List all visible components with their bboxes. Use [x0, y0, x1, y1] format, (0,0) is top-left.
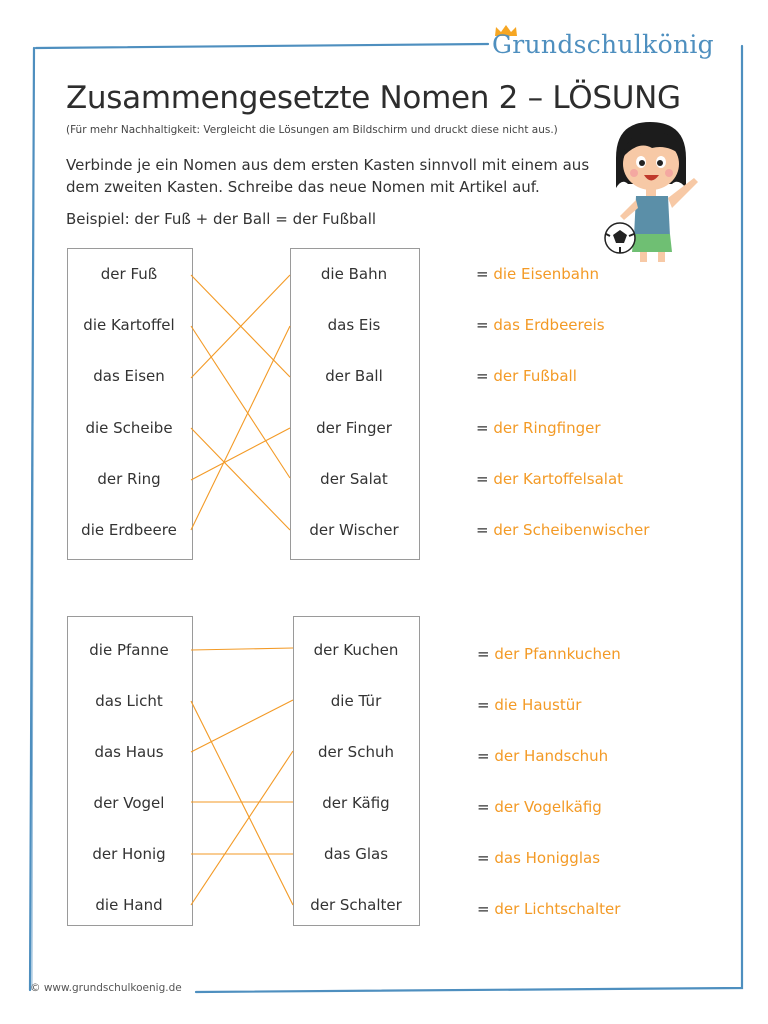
brand-logo: Grundschulkönig [492, 30, 714, 59]
ex1-left-word-5: die Erdbeere [81, 521, 177, 539]
ex2-left-word-1: das Licht [95, 692, 163, 710]
line-ring-finger [191, 428, 290, 480]
ex1-right-word-5: der Wischer [309, 521, 399, 539]
equals-sign: = [477, 900, 490, 918]
solution-word: der Pfannkuchen [494, 645, 621, 663]
ex1-left-word-1: die Kartoffel [83, 316, 175, 335]
solution-word: die Eisenbahn [493, 265, 599, 283]
solution-word: das Honigglas [494, 849, 601, 867]
ex2-left-word-3: der Vogel [93, 794, 165, 812]
ex1-right-word-3: der Finger [316, 418, 392, 437]
solution-word: das Erdbeereis [493, 316, 605, 335]
line-scheibe-wischer [191, 428, 290, 530]
equals-sign: = [477, 849, 490, 867]
ex1-left-word-3: die Scheibe [85, 418, 173, 437]
ex2-right-word-2: der Schuh [318, 743, 394, 761]
page-title: Zusammengesetzte Nomen 2 – LÖSUNG [66, 80, 681, 116]
solution-word: der Vogelkäfig [494, 798, 602, 816]
ex2-right-word-0: der Kuchen [313, 641, 399, 659]
solution-word: der Ringfinger [493, 418, 601, 437]
instructions: Verbinde je ein Nomen aus dem ersten Kasten sinnvoll mit einem aus dem zweiten Kasten. Schreibe das neue Nomen mit Artikel auf. [66, 156, 590, 196]
footer-copyright: © www.grundschulkoenig.de [30, 982, 182, 994]
solution-word: der Scheibenwischer [493, 521, 650, 539]
ex1-right-word-2: der Ball [325, 367, 383, 386]
solution-word: der Lichtschalter [494, 900, 621, 918]
line-licht-schalter [191, 701, 293, 905]
equals-sign: = [477, 798, 490, 816]
ex1-right-word-1: das Eis [327, 316, 381, 335]
ex1-left-word-2: das Eisen [93, 367, 165, 386]
ex2-right-word-5: der Schalter [310, 896, 402, 914]
equals-sign: = [476, 367, 489, 386]
example: Beispiel: der Fuß + der Ball = der Fußball [66, 210, 377, 228]
ex1-left-word-4: der Ring [97, 469, 161, 488]
equals-sign: = [477, 696, 490, 714]
equals-sign: = [476, 521, 489, 539]
equals-sign: = [477, 645, 490, 663]
ex2-right-word-4: das Glas [323, 845, 389, 863]
ex1-right-word-0: die Bahn [320, 265, 388, 283]
equals-sign: = [476, 316, 489, 335]
ex1-right-word-4: der Salat [320, 469, 388, 488]
subtitle: (Für mehr Nachhaltigkeit: Vergleicht die Lösungen am Bildschirm und druckt diese nicht aus.) [66, 124, 558, 136]
line-pfanne-kuchen [191, 648, 293, 650]
equals-sign: = [477, 747, 490, 765]
solution-word: der Kartoffelsalat [493, 469, 624, 488]
solution-word: die Haustür [494, 696, 582, 714]
ex2-left-word-0: die Pfanne [89, 641, 169, 659]
equals-sign: = [476, 265, 489, 283]
ex1-left-word-0: der Fuß [100, 265, 158, 283]
ex2-left-word-4: der Honig [92, 845, 166, 863]
line-kartoffel-salat [191, 326, 290, 478]
ex2-left-word-2: das Haus [94, 743, 164, 761]
ex2-left-word-5: die Hand [95, 896, 163, 914]
line-haus-tuer [191, 700, 293, 752]
equals-sign: = [476, 418, 489, 437]
solution-word: der Fußball [493, 367, 577, 386]
ex2-right-word-3: der Käfig [322, 794, 390, 812]
line-hand-schuh [191, 751, 293, 905]
ex2-right-word-1: die Tür [330, 692, 382, 710]
solution-word: der Handschuh [494, 747, 609, 765]
line-erdbeere-eis [191, 326, 290, 530]
equals-sign: = [476, 469, 489, 488]
